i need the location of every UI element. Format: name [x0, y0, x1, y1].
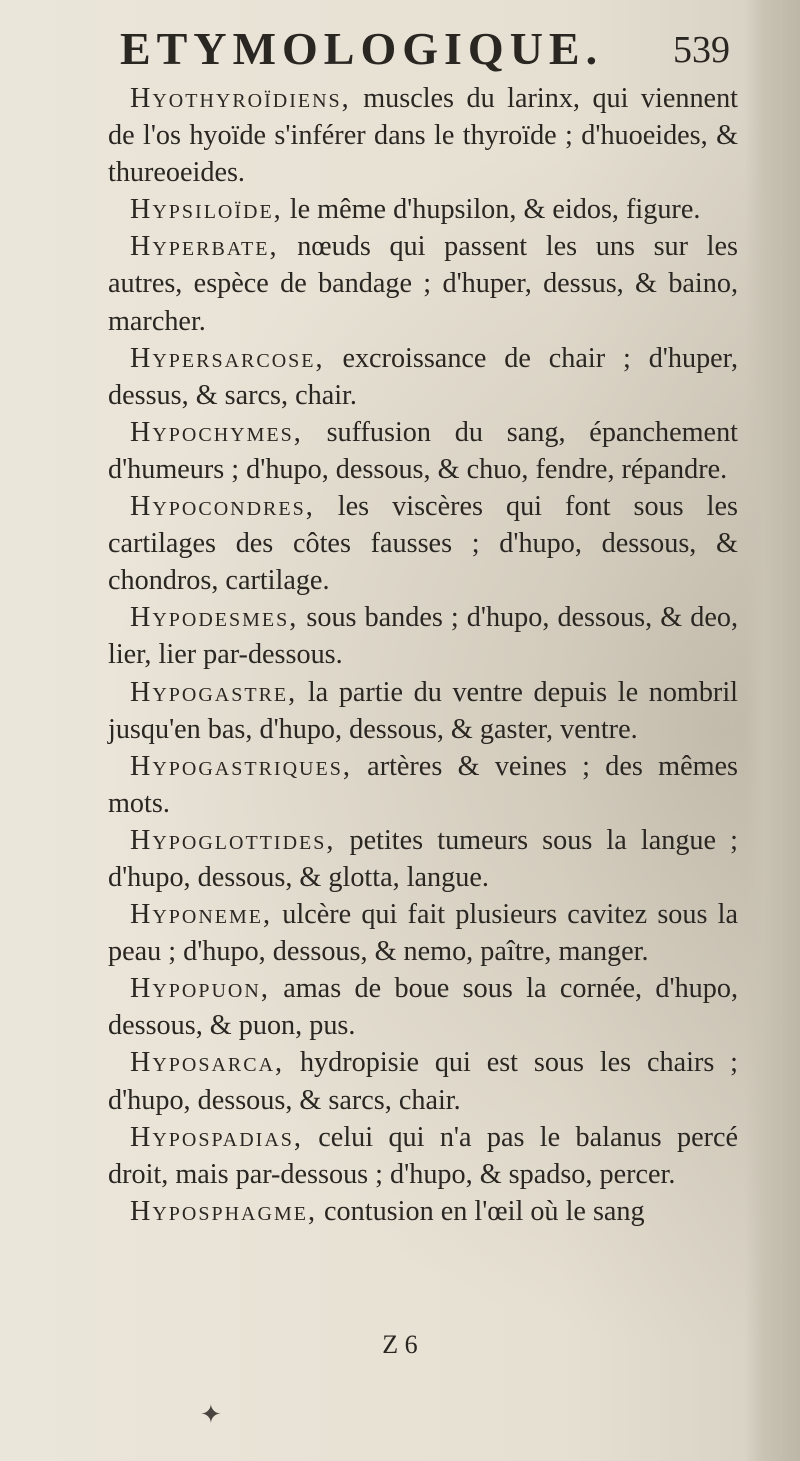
entry [108, 1193, 738, 1230]
entry-definition: sous bandes ; d'hupo, dessous, & deo, lier, lier par-dessous. [108, 602, 738, 671]
entry-term: Hypochymes, [130, 416, 303, 448]
entry-definition: artères & veines ; des mêmes mots. [108, 750, 738, 819]
entry [108, 228, 738, 339]
entry-term: Hypogastriques, [130, 750, 352, 782]
entry-term: Hyposarca, [130, 1047, 285, 1079]
entry-term: Hyponeme, [130, 899, 273, 931]
entry-term: Hypogastre, [130, 676, 298, 708]
page-edge-shadow [745, 0, 800, 1461]
entry-term: Hypopuon, [130, 973, 270, 1005]
entry-term: Hyperbate, [130, 231, 279, 263]
entry-definition: la partie du ventre depuis le nombril jusqu'en bas, d'hupo, dessous, & gaster, ventre. [108, 676, 738, 745]
entry-definition: nœuds qui passent les uns sur les autres, espèce de bandage ; d'huper, dessus, & baino, marcher. [108, 231, 738, 337]
entry-definition: ulcère qui fait plusieurs cavitez sous la peau ; d'hupo, dessous, & nemo, paître, manger. [108, 899, 738, 968]
entry-term: Hypocondres, [130, 491, 315, 523]
entry-definition: contusion en l'œil où le sang [317, 1195, 645, 1227]
dictionary-text [108, 80, 738, 1230]
entry-definition: suffusion du sang, épanchement d'humeurs ; d'hupo, dessous, & chuo, fendre, répandre. [108, 416, 738, 485]
entry-term: Hypospadias, [130, 1121, 303, 1153]
entry [108, 822, 738, 896]
entry [108, 674, 738, 748]
entry-definition: hydropisie qui est sous les chairs ; d'hupo, dessous, & sarcs, chair. [108, 1047, 738, 1116]
entry-definition: celui qui n'a pas le balanus percé droit, mais par-dessous ; d'hupo, & spadso, percer. [108, 1121, 738, 1190]
printer-mark-icon: ✦ [200, 1400, 222, 1430]
entry-term: Hypoglottides, [130, 824, 336, 856]
entry-definition: petites tumeurs sous la langue ; d'hupo, dessous, & glotta, langue. [108, 824, 738, 893]
entry-term: Hypodesmes, [130, 602, 299, 634]
catchword: Z 6 [382, 1330, 418, 1359]
page-header [120, 22, 740, 82]
entry-definition: les viscères qui font sous les cartilages des côtes fausses ; d'hupo, dessous, & chondros, cartilage. [108, 491, 738, 597]
entry [108, 599, 738, 673]
entry-definition: muscles du larinx, qui viennent de l'os hyoïde s'inférer dans le thyroïde ; d'huoeides, & thureoeides. [108, 83, 738, 189]
entry [108, 970, 738, 1044]
entry-term: Hyothyroïdiens, [130, 83, 351, 114]
entry [108, 1044, 738, 1118]
entry [108, 414, 738, 488]
entry-definition: le même d'hupsilon, & eidos, figure. [282, 194, 701, 226]
page-number: 539 [673, 29, 730, 71]
entry-definition: amas de boue sous la cornée, d'hupo, dessous, & puon, pus. [108, 973, 738, 1042]
entry [108, 191, 738, 228]
entry-definition: excroissance de chair ; d'huper, dessus, & sarcs, chair. [108, 342, 738, 411]
entry [108, 748, 738, 822]
entry [108, 488, 738, 599]
entry-term: Hypersarcose, [130, 342, 325, 374]
entry [108, 896, 738, 970]
entry [108, 1119, 738, 1193]
entry [108, 340, 738, 414]
entry-term: Hyposphagme, [130, 1195, 317, 1227]
running-title: ETYMOLOGIQUE. [120, 23, 604, 74]
entry [108, 80, 738, 191]
entry-term: Hypsiloïde, [130, 194, 283, 226]
